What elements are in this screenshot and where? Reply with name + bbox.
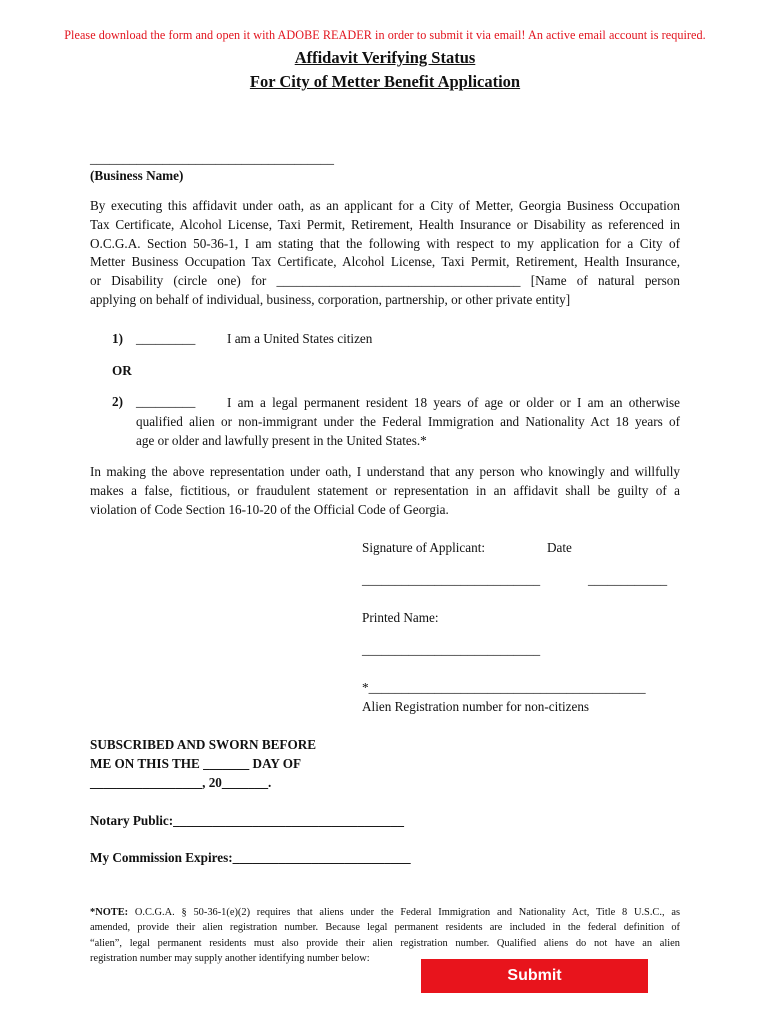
warning-line: violation of Code Section 16-10-20 of the Official Code of Georgia.: [90, 501, 449, 517]
option2-text-line: age or older and lawfully present in the United States.*: [136, 432, 427, 448]
note-paragraph: [90, 905, 680, 967]
alien-number-label: Alien Registration number for non-citizens: [362, 699, 590, 714]
option2-blank[interactable]: _________: [136, 394, 196, 409]
note-line: [90, 905, 680, 920]
printed-name-label: Printed Name:: [362, 610, 439, 625]
note-line: “alien”, legal permanent residents must also provide their alien registration number. Qualified aliens do not have an alien: [90, 937, 680, 949]
notary-public-field[interactable]: Notary Public:___________________________________: [90, 813, 404, 828]
warning-line: In making the above representation under oath, I understand that any person who knowingly and willfully: [90, 464, 680, 479]
intro-line: Tax Certificate, Alcohol License, Taxi Permit, Retirement, Health Insurance or Disability as referenced in: [90, 216, 680, 232]
intro-line: O.C.G.A. Section 50-36-1, I am stating that the following with respect to my application for a City of: [90, 235, 680, 251]
note-line: amended, provide their alien registration number. Because legal permanent residents are included in the federal definition of: [90, 922, 680, 934]
intro-line: applying on behalf of individual, business, corporation, partnership, or other private entity]: [90, 291, 571, 307]
note-line: registration number may supply another identifying number below:: [90, 953, 370, 965]
intro-paragraph: [90, 197, 680, 310]
option1-blank[interactable]: _________: [136, 331, 196, 346]
warning-paragraph: [90, 463, 680, 519]
submit-button[interactable]: Submit: [421, 959, 648, 993]
commission-expires-field[interactable]: My Commission Expires:___________________________: [90, 850, 411, 865]
sworn-line-3[interactable]: _________________, 20_______.: [90, 775, 272, 790]
note-text: O.C.G.A. § 50-36-1(e)(2) requires that aliens under the Federal Immigration and Nationality Act, Title 8 U.S.C., as: [128, 907, 680, 918]
intro-line[interactable]: or Disability (circle one) for _____________________________________ [Name of natural person: [90, 273, 680, 289]
warning-line: makes a false, fictitious, or fraudulent statement or representation in an affidavit shall be guilty of a: [90, 482, 680, 498]
form-subtitle: For City of Metter Benefit Application: [249, 72, 521, 91]
or-label: OR: [112, 363, 132, 378]
note-prefix: *NOTE:: [90, 907, 129, 918]
option1-text: I am a United States citizen: [227, 331, 373, 346]
date-blank[interactable]: ____________: [588, 572, 668, 587]
option2-line1: [227, 394, 680, 413]
signature-blank[interactable]: ___________________________: [362, 572, 541, 587]
option2-continuation: [136, 413, 680, 451]
option1-number: 1): [112, 331, 123, 346]
printed-name-blank[interactable]: ___________________________: [362, 642, 541, 657]
option2-text-line: I am a legal permanent resident 18 years of age or older or I am an otherwise: [227, 395, 680, 410]
business-name-label: (Business Name): [90, 168, 184, 183]
sworn-line-2[interactable]: ME ON THIS THE _______ DAY OF: [90, 756, 302, 771]
form-title: Affidavit Verifying Status: [294, 48, 476, 67]
signature-label: Signature of Applicant:: [362, 540, 486, 555]
business-name-blank[interactable]: _____________________________________: [90, 151, 334, 166]
option2-number: 2): [112, 394, 123, 409]
date-label: Date: [547, 540, 572, 555]
intro-line: By executing this affidavit under oath, as an applicant for a City of Metter, Georgia Business Occupation: [90, 198, 680, 213]
sworn-line-1: SUBSCRIBED AND SWORN BEFORE: [90, 737, 317, 752]
download-notice: Please download the form and open it with ADOBE READER in order to submit it via email! An active email account is required.: [64, 28, 706, 42]
intro-line: Metter Business Occupation Tax Certificate, Alcohol License, Taxi Permit, Retirement, Health Insurance,: [90, 254, 680, 270]
option2-text-line: qualified alien or non-immigrant under the Federal Immigration and Nationality Act 18 years of: [136, 414, 680, 429]
alien-number-blank[interactable]: *__________________________________________: [362, 680, 646, 695]
